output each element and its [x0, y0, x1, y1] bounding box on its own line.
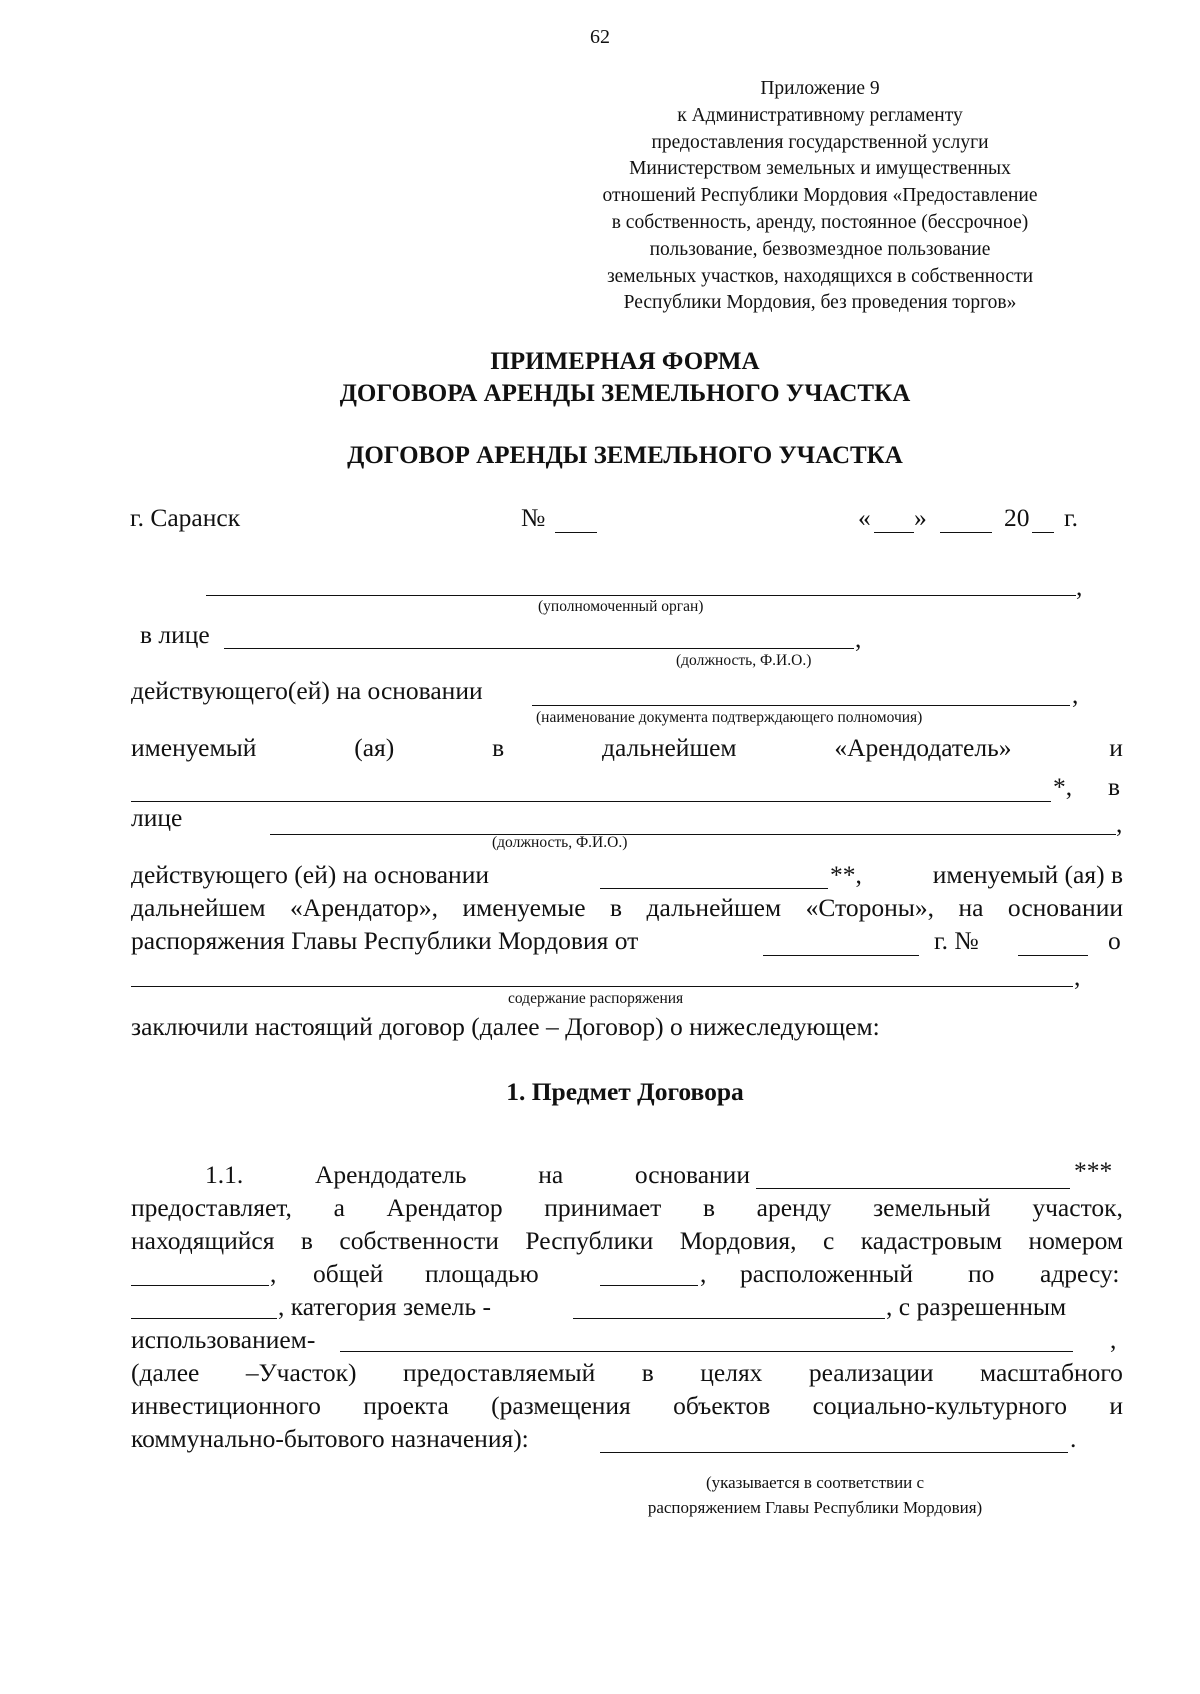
day-blank [874, 532, 914, 533]
word: социально-культурного [812, 1391, 1068, 1420]
clause-line: находящийся в собственности Республики Мордовия, с кадастровым номером [131, 1226, 1123, 1255]
word: предоставляет, [131, 1193, 292, 1222]
comma: , [1074, 962, 1081, 991]
word: площадью [425, 1259, 539, 1288]
permitted-use-label: использованием- [131, 1325, 316, 1354]
word: на [538, 1160, 564, 1189]
authority-caption: (уполномоченный орган) [538, 598, 704, 615]
word: дальнейшем [601, 733, 737, 762]
comma: , [1072, 680, 1079, 709]
number-label: № [521, 503, 546, 532]
tenant-blank [131, 801, 1051, 802]
appendix-line: отношений Республики Мордовия «Предоставление [602, 185, 1038, 207]
representative-blank [224, 648, 854, 649]
order-number-blank [1018, 955, 1088, 956]
year-suffix: г. [1064, 503, 1078, 532]
land-category-blank [573, 1318, 885, 1319]
address-blank [131, 1318, 277, 1319]
word: расположенный [740, 1259, 913, 1288]
project-blank [600, 1452, 1068, 1453]
word: целях [700, 1358, 763, 1387]
clause-line [205, 1160, 750, 1190]
comma: , [270, 1259, 277, 1288]
person-label: лице [131, 803, 183, 832]
authority-doc-caption: (наименование документа подтверждающего полномочия) [536, 709, 923, 726]
order-number-label: г. № [934, 926, 979, 955]
comma: , [1110, 1325, 1117, 1354]
comma: , [855, 624, 862, 653]
word: –Участок) [245, 1358, 357, 1387]
word: участок, [1032, 1193, 1123, 1222]
word: принимает [544, 1193, 662, 1222]
lessor-basis-blank [756, 1188, 1070, 1189]
word: в [641, 1358, 654, 1387]
word: предоставляемый [403, 1358, 596, 1387]
word: и [1109, 1391, 1123, 1420]
order-date-blank [763, 955, 919, 956]
tenant-representative-blank [270, 834, 1116, 835]
word: (ая) [354, 733, 395, 762]
word: аренду [756, 1193, 832, 1222]
star-marker: *, [1053, 772, 1073, 801]
comma: , [1076, 572, 1083, 601]
word: и [1109, 733, 1123, 762]
word: Арендодатель [314, 1160, 467, 1189]
in-person-label: в лице [140, 620, 210, 649]
cadastral-number-blank [131, 1285, 269, 1286]
word: в [702, 1193, 716, 1222]
note-caption [560, 1470, 1070, 1520]
word: в [492, 733, 505, 762]
clause-line [131, 1358, 1123, 1388]
appendix-line: Республики Мордовия, без проведения торгов» [623, 292, 1017, 314]
number-blank [555, 532, 597, 533]
word: по [968, 1259, 995, 1288]
word: «Арендодатель» [834, 733, 1012, 762]
form-subtitle: ДОГОВОРА АРЕНДЫ ЗЕМЕЛЬНОГО УЧАСТКА [339, 380, 911, 407]
word: в [1108, 772, 1121, 801]
word: основании [634, 1160, 750, 1189]
word: (размещения [491, 1391, 631, 1420]
year-prefix: 20 [1004, 503, 1030, 532]
clause-line [131, 1193, 1123, 1223]
word: объектов [673, 1391, 771, 1420]
section-title: 1. Предмет Договора [506, 1077, 744, 1106]
word: инвестиционного [131, 1391, 321, 1420]
comma: , [700, 1259, 707, 1288]
star-marker: *** [1074, 1156, 1113, 1185]
word: Арендатор [386, 1193, 503, 1222]
page-number: 62 [590, 26, 610, 48]
word: (далее [131, 1358, 200, 1387]
named-lessor-line [131, 733, 1123, 763]
parties-text: дальнейшем «Арендатор», именуемые в дальнейшем «Стороны», на основании [131, 893, 1123, 922]
clause-text: , категория земель - [278, 1292, 492, 1321]
order-content-blank [131, 986, 1073, 987]
word: именуемый [131, 733, 257, 762]
concluded-text: заключили настоящий договор (далее – Договор) о нижеследующем: [131, 1012, 880, 1041]
word: проекта [363, 1391, 449, 1420]
comma: , [1116, 809, 1123, 838]
year-blank [1032, 532, 1054, 533]
date-quote-close: » [914, 503, 927, 532]
permitted-use-blank [340, 1351, 1073, 1352]
appendix-line: Министерством земельных и имущественных [629, 158, 1011, 180]
word: масштабного [979, 1358, 1123, 1387]
note-line: распоряжением Главы Республики Мордовия) [647, 1498, 983, 1517]
word: земельный [873, 1193, 991, 1222]
clause-text: , с разрешенным [886, 1292, 1067, 1321]
authority-doc-blank [532, 705, 1070, 706]
appendix-line: к Административному регламенту [677, 104, 963, 126]
appendix-line: Приложение 9 [760, 78, 880, 99]
area-blank [600, 1285, 698, 1286]
acting-basis-label: действующего (ей) на основании [131, 860, 489, 889]
word: реализации [808, 1358, 934, 1387]
order-content-caption: содержание распоряжения [508, 990, 684, 1007]
month-blank [940, 532, 992, 533]
clause-line [131, 1391, 1123, 1421]
tenant-basis-blank [600, 888, 828, 889]
appendix-line: пользование, безвозмездное пользование [649, 238, 991, 260]
contract-title: ДОГОВОР АРЕНДЫ ЗЕМЕЛЬНОГО УЧАСТКА [347, 442, 903, 469]
order-text: распоряжения Главы Республики Мордовия от [131, 926, 639, 955]
named-tenant-text: именуемый (ая) в [932, 860, 1123, 889]
appendix-line: в собственность, аренду, постоянное (бессрочное) [611, 211, 1029, 233]
clause-number: 1.1. [205, 1160, 244, 1189]
authority-blank [206, 595, 1076, 596]
word: адресу: [1040, 1259, 1120, 1288]
appendix-line: земельных участков, находящихся в собственности [606, 265, 1034, 287]
position-caption: (должность, Ф.И.О.) [676, 652, 812, 669]
position-caption: (должность, Ф.И.О.) [492, 834, 628, 851]
note-line: (указывается в соответствии с [705, 1473, 925, 1492]
appendix-line: предоставления государственной услуги [651, 131, 989, 153]
form-title: ПРИМЕРНАЯ ФОРМА [490, 348, 760, 375]
word: о [1108, 926, 1121, 955]
clause-text: коммунально-бытового назначения): [131, 1424, 529, 1453]
city-label: г. Саранск [130, 503, 241, 532]
word: общей [313, 1259, 384, 1288]
date-quote-open: « [858, 503, 871, 532]
period: . [1070, 1424, 1077, 1453]
word: а [333, 1193, 345, 1222]
acting-basis-label: действующего(ей) на основании [131, 676, 483, 705]
star-marker: **, [830, 860, 862, 889]
appendix-block [560, 76, 1080, 317]
